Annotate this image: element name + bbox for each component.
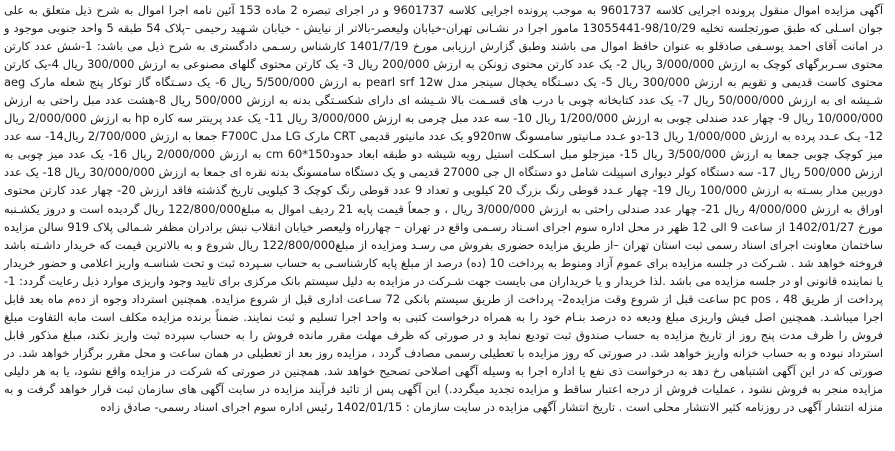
notice-body: آگهی مزایده اموال منقول پرونده اجرایی کلاسه 9601737 به موجب پرونده اجرایی کلاسه 9601737 و در اجرای تبصره 2 ماده 153 آئین نامه اجرا اموال به شرح ذیل متعلق به علی جوان اسـلی که طبق صورتجلسه تخلیه 98/10/29-13055441 مامور اجرا در نشـانی تهران-خیابان ولیعصر-بالاتر از نیایش - خیابان شـهید رحیمی –پلاک 54 طبقه 5 واحد جنوبی موجود و در امانت آقای احمد یوسـفی صادقلو به عنوان حافظ اموال می باشند وطبق گزارش ارزیابی مورخ 1401/7/19 کارشناس رسـمی دادگستری به شرح ذیل می باشد: 1-شش عدد کارتن محتوی سـربرگهای کوچک به ارزش 3/000/000 ریال 2- یک عدد کارتن محتوی زونکن به ارزش 200/000 ریال 3- یک کارتن محتوی گلهای مصنوعی به ارزش 300/000 ریال 4-یک کارتن محتوی کاست قدیمی و تقویم به ارزش 300/000 ریال 5- یک دسـتگاه یخچال سینجر مدل pearl srf 12w به ارزش 5/500/000 ریال 6- یک دسـتگاه گاز توکار پنج شعله مارک aeg شـیشه ای به ارزش 50/000/000 ریال 7- یک عدد کتابخانه چوبی با درب های قسـمت بالا شـیشه ای دارای شکسـتگی بدنه به ارزش 500/000 ریال 8-هشت عدد مبل راحتی به ارزش 10/000/000 ریال 9- چهار عدد صندلی چوبی به ارزش 1/200/000 ریال 10- سه عدد مبل چرمی به ارزش 3/000/000 ریال 11- یک عدد پرینتر سه کاره hp به ارزش 2/000/000 ریال 12- یـک عـدد پرده به ارزش 1/000/000 ریال 13-دو عـدد مـانیتور سامسونگ 920nwو یک عدد مانیتور قدیمی CRT مارک LG مدل F700C جمعا به ارزش 2/700/000 ریال14- سه عدد میز کوچک چوبی جمعا به ارزش 3/500/000 ریال 15- میزجلو مبل اسـکلت استیل رویه شیشه دو طبقه ابعاد حدود150*60 cm به ارزش 2/000/000 ریال 16- یک عدد میز چوبی به ارزش 500/000 ریال 17- سه دستگاه کولر دیواری اسپیلت شامل دو دستگاه ال جی 27000 قدیمی و یک دستگاه سامسونگ بدنه نقره ای جمعا به ارزش 30/000/000 ریال 18- یک عدد دوربین مدار بسـته به ارزش 100/000 ریال 19- چهار عـدد قوطی رنگ بزرگ 20 کیلویی و تعداد 9 عدد قوطی رنگ کوچک 3 کیلویی تاریخ گذشته فاقد ارزش 20- چهار عدد کارتن محتوی اوراق به ارزش 4/000/000 ریال 21- چهار عدد صندلی راحتی به ارزش 3/000/000 ریال ، و جمعاً قیمت پایه 21 ردیف اموال به مبلغ122/800/000 ریال گردیده است و دروز یکشـنبه مورخ 1402/01/27 از ساعت 9 الی 12 ظهر در محل اداره سوم اجرای اسـناد رسـمی واقع در تهران – چهارراه ولیعصر خیابان انقلاب نبش برادران مظفر شـمالی پلاک 919 سالن مزایده ساختمان معاونت اجرای اسناد رسمی ثبت استان تهران –از طریق مزایده حضوری بفروش می رسـد ومزایده از مبلغ122/800/000 ریال شروع و به بالاترین قیمت که خریدار داشـته باشد فروخته خواهد شد . شـرکت در جلسه مزایده برای عموم آزاد ومنوط به پرداخت 10 (ده) درصد از مبلغ پایه کارشناسـی به حساب سـپرده ثبت و تحت شناسـه واریز اعلامی و حضور خریدار یا نماینده قانونی او در جلسه مزایده می باشد .لذا خریدار و یا خریداران می بایست جهت شـرکت در مزایده به دلیل سیستم بانک مرکزی برای تایید وجود واریزی موارد ذیل رعایت گردد: 1- پرداخت از طریق pc pos ، 48 ساعت قبل از شروع وقت مزایده2- پرداخت از طریق سیستم بانکی 72 سـاعت اداری قبل از شروع مزایده. همچنین استرداد وجوه از ده‌م ماه بعد قابل اجرا میباشـد. همچنین اصل فیش واریزی مبلغ ودیعه ده درصد بنـام خود را به همراه درخواست کتبی به واحد اجرا تسلیم و ثبت نمایند. ضمناً برنده مزایده مکلف است مابه التفاوت مبلغ فروش را ظرف مدت پنج روز از تاریخ مزایده به حساب صندوق ثبت تودیع نماید و در صورتی که ظرف مهلت مقرر مانده فروش را به حساب سپرده ثبت واریز نکند، مبلغ مذکور قابل استرداد نبوده و به حساب خزانه واریز خواهد شد. در صورتی که روز مزایده با تعطیلی رسمی مصادف گردد ، مزایده روز بعد از تعطیلی در همان ساعت و محل مقرر برگزار خواهد شد. در صورتی که در این آگهی اشتباهی رخ دهد به درخواست ذی نفع یا اداره اجرا به وسیله آگهی اصلاحی تصحیح خواهد شد. همچنین در صورتی که شرکت در مزایده واقع نشود، یا به هر دلیلی مزایده منجر به فروش نشود ، عملیات فروش از درجه اعتبار ساقط و مزایده تجدید میگردد.) این آگهی پس از تائید فرآیند مزایده در سایت آگهی های سازمان ثبت قرار خواهد گرفت و به منزله انتشار آگهی در روزنامه کثیر الانتشار محلی است . تاریخ انتشار آگهی مزایده در سایت سازمان : 1402/01/15 رئیس اداره سوم اجرای اسناد رسمی- صادق زاده bbox=[4, 3, 884, 415]
